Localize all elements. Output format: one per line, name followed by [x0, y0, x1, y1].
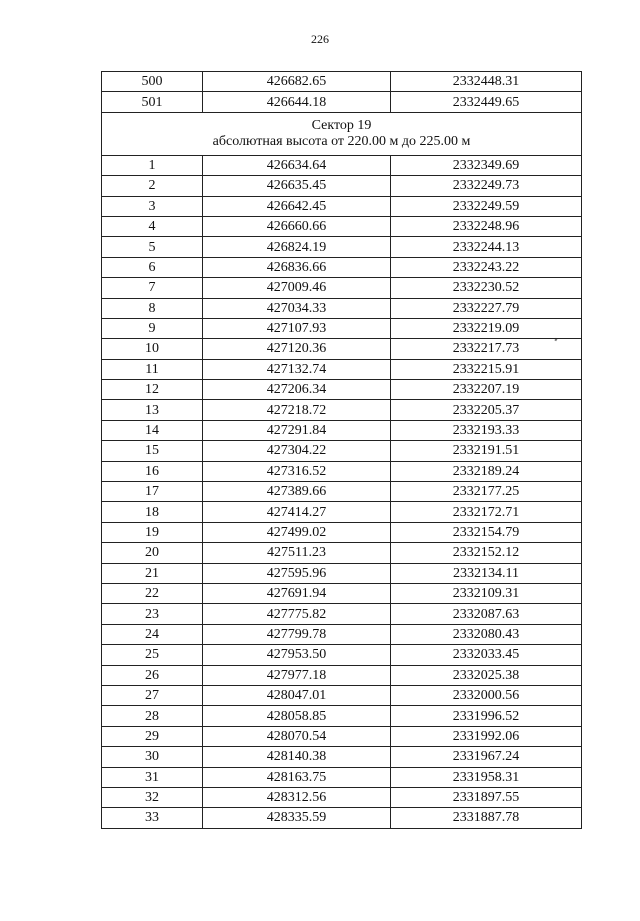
table-row: [102, 787, 582, 807]
table-row: [102, 278, 582, 298]
point-number-cell: 501: [102, 92, 203, 112]
point-number-cell: 12: [102, 380, 203, 400]
point-number-cell: 7: [102, 278, 203, 298]
point-number-cell: 27: [102, 685, 203, 705]
x-coordinate-cell: 427499.02: [203, 522, 391, 542]
table-row: [102, 318, 582, 338]
point-number-cell: 1: [102, 155, 203, 175]
point-number-cell: 6: [102, 257, 203, 277]
table-row: [102, 685, 582, 705]
sector-title: Сектор 19: [311, 117, 372, 133]
y-coordinate-cell: 2332215.91: [391, 359, 582, 379]
point-number-cell: 3: [102, 196, 203, 216]
x-coordinate-cell: 427120.36: [203, 339, 391, 359]
point-number-cell: 8: [102, 298, 203, 318]
point-number-cell: 20: [102, 543, 203, 563]
y-coordinate-cell: 2332000.56: [391, 685, 582, 705]
x-coordinate-cell: 428312.56: [203, 787, 391, 807]
point-number-cell: 28: [102, 706, 203, 726]
point-number-cell: 10: [102, 339, 203, 359]
x-coordinate-cell: 427977.18: [203, 665, 391, 685]
table-row: [102, 543, 582, 563]
y-coordinate-cell: 2332080.43: [391, 624, 582, 644]
table-row: [102, 420, 582, 440]
x-coordinate-cell: 427034.33: [203, 298, 391, 318]
point-number-cell: 9: [102, 318, 203, 338]
table-row: [102, 72, 582, 92]
x-coordinate-cell: 426644.18: [203, 92, 391, 112]
point-number-cell: 17: [102, 482, 203, 502]
sector-header-cell: [102, 112, 582, 155]
point-number-cell: 21: [102, 563, 203, 583]
x-coordinate-cell: 426824.19: [203, 237, 391, 257]
x-coordinate-cell: 427511.23: [203, 543, 391, 563]
y-coordinate-cell: 2332219.09: [391, 318, 582, 338]
x-coordinate-cell: 428058.85: [203, 706, 391, 726]
table-row: [102, 767, 582, 787]
y-coordinate-cell: 2332152.12: [391, 543, 582, 563]
x-coordinate-cell: 427799.78: [203, 624, 391, 644]
point-number-cell: 31: [102, 767, 203, 787]
x-coordinate-cell: 427304.22: [203, 441, 391, 461]
x-coordinate-cell: 428070.54: [203, 726, 391, 746]
point-number-cell: 33: [102, 808, 203, 828]
x-coordinate-cell: 427107.93: [203, 318, 391, 338]
table-row: [102, 461, 582, 481]
point-number-cell: 29: [102, 726, 203, 746]
y-coordinate-cell: 2332227.79: [391, 298, 582, 318]
y-coordinate-cell: 2332230.52: [391, 278, 582, 298]
y-coordinate-cell: 2332193.33: [391, 420, 582, 440]
table-row: [102, 359, 582, 379]
x-coordinate-cell: 427218.72: [203, 400, 391, 420]
point-number-cell: 2: [102, 176, 203, 196]
x-coordinate-cell: 427206.34: [203, 380, 391, 400]
x-coordinate-cell: 426634.64: [203, 155, 391, 175]
table-row: [102, 176, 582, 196]
y-coordinate-cell: 2332177.25: [391, 482, 582, 502]
y-coordinate-cell: 2332205.37: [391, 400, 582, 420]
table-row: [102, 257, 582, 277]
table-row: [102, 237, 582, 257]
y-coordinate-cell: 2331992.06: [391, 726, 582, 746]
page-number: 226: [311, 32, 329, 46]
x-coordinate-cell: 427414.27: [203, 502, 391, 522]
point-number-cell: 14: [102, 420, 203, 440]
x-coordinate-cell: 427775.82: [203, 604, 391, 624]
sector-header-row: [102, 112, 582, 155]
point-number-cell: 500: [102, 72, 203, 92]
point-number-cell: 16: [102, 461, 203, 481]
table-row: [102, 583, 582, 603]
x-coordinate-cell: 426682.65: [203, 72, 391, 92]
table-row: [102, 482, 582, 502]
x-coordinate-cell: 426635.45: [203, 176, 391, 196]
point-number-cell: 13: [102, 400, 203, 420]
table-row: [102, 216, 582, 236]
y-coordinate-cell: 2332249.73: [391, 176, 582, 196]
x-coordinate-cell: 426642.45: [203, 196, 391, 216]
x-coordinate-cell: 428163.75: [203, 767, 391, 787]
table-row: [102, 563, 582, 583]
point-number-cell: 24: [102, 624, 203, 644]
point-number-cell: 4: [102, 216, 203, 236]
table-row: [102, 400, 582, 420]
x-coordinate-cell: 426836.66: [203, 257, 391, 277]
x-coordinate-cell: 427389.66: [203, 482, 391, 502]
y-coordinate-cell: 2332248.96: [391, 216, 582, 236]
x-coordinate-cell: 427009.46: [203, 278, 391, 298]
point-number-cell: 5: [102, 237, 203, 257]
y-coordinate-cell: 2332244.13: [391, 237, 582, 257]
y-coordinate-cell: 2331897.55: [391, 787, 582, 807]
y-coordinate-cell: 2331967.24: [391, 747, 582, 767]
table-row: [102, 196, 582, 216]
y-coordinate-cell: 2332349.69: [391, 155, 582, 175]
table-row: [102, 339, 582, 359]
y-coordinate-cell: 2331996.52: [391, 706, 582, 726]
y-coordinate-cell: 2332189.24: [391, 461, 582, 481]
table-row: [102, 624, 582, 644]
x-coordinate-cell: 428047.01: [203, 685, 391, 705]
y-coordinate-cell: 2332025.38: [391, 665, 582, 685]
coordinates-table: [101, 71, 582, 829]
table-row: [102, 726, 582, 746]
x-coordinate-cell: 428335.59: [203, 808, 391, 828]
y-coordinate-cell: 2332448.31: [391, 72, 582, 92]
y-coordinate-cell: 2332154.79: [391, 522, 582, 542]
point-number-cell: 19: [102, 522, 203, 542]
point-number-cell: 26: [102, 665, 203, 685]
sector-subtitle: абсолютная высота от 220.00 м до 225.00 м: [212, 133, 471, 149]
point-number-cell: 15: [102, 441, 203, 461]
x-coordinate-cell: 427691.94: [203, 583, 391, 603]
table-row: [102, 665, 582, 685]
table-row: [102, 522, 582, 542]
y-coordinate-cell: 2331958.31: [391, 767, 582, 787]
x-coordinate-cell: 427291.84: [203, 420, 391, 440]
x-coordinate-cell: 427953.50: [203, 645, 391, 665]
y-coordinate-cell: 2332172.71: [391, 502, 582, 522]
point-number-cell: 18: [102, 502, 203, 522]
point-number-cell: 25: [102, 645, 203, 665]
y-coordinate-cell: 2332243.22: [391, 257, 582, 277]
y-coordinate-cell: 2332249.59: [391, 196, 582, 216]
table-row: [102, 92, 582, 112]
y-coordinate-cell: 2332449.65: [391, 92, 582, 112]
y-coordinate-cell: 2332087.63: [391, 604, 582, 624]
x-coordinate-cell: 428140.38: [203, 747, 391, 767]
y-coordinate-cell: 2332191.51: [391, 441, 582, 461]
table-row: [102, 380, 582, 400]
table-row: [102, 604, 582, 624]
table-row: [102, 808, 582, 828]
table-row: [102, 502, 582, 522]
point-number-cell: 11: [102, 359, 203, 379]
y-coordinate-cell: 2332033.45: [391, 645, 582, 665]
x-coordinate-cell: 427595.96: [203, 563, 391, 583]
table-row: [102, 706, 582, 726]
point-number-cell: 23: [102, 604, 203, 624]
coordinates-table-body: [102, 72, 582, 829]
point-number-cell: 22: [102, 583, 203, 603]
y-coordinate-cell: 2332207.19: [391, 380, 582, 400]
point-number-cell: 32: [102, 787, 203, 807]
table-row: [102, 298, 582, 318]
table-row: [102, 747, 582, 767]
x-coordinate-cell: 426660.66: [203, 216, 391, 236]
y-coordinate-cell: 2332217.73: [391, 339, 582, 359]
point-number-cell: 30: [102, 747, 203, 767]
x-coordinate-cell: 427316.52: [203, 461, 391, 481]
y-coordinate-cell: 2331887.78: [391, 808, 582, 828]
y-coordinate-cell: 2332134.11: [391, 563, 582, 583]
table-row: [102, 645, 582, 665]
x-coordinate-cell: 427132.74: [203, 359, 391, 379]
y-coordinate-cell: 2332109.31: [391, 583, 582, 603]
table-row: [102, 155, 582, 175]
table-row: [102, 441, 582, 461]
